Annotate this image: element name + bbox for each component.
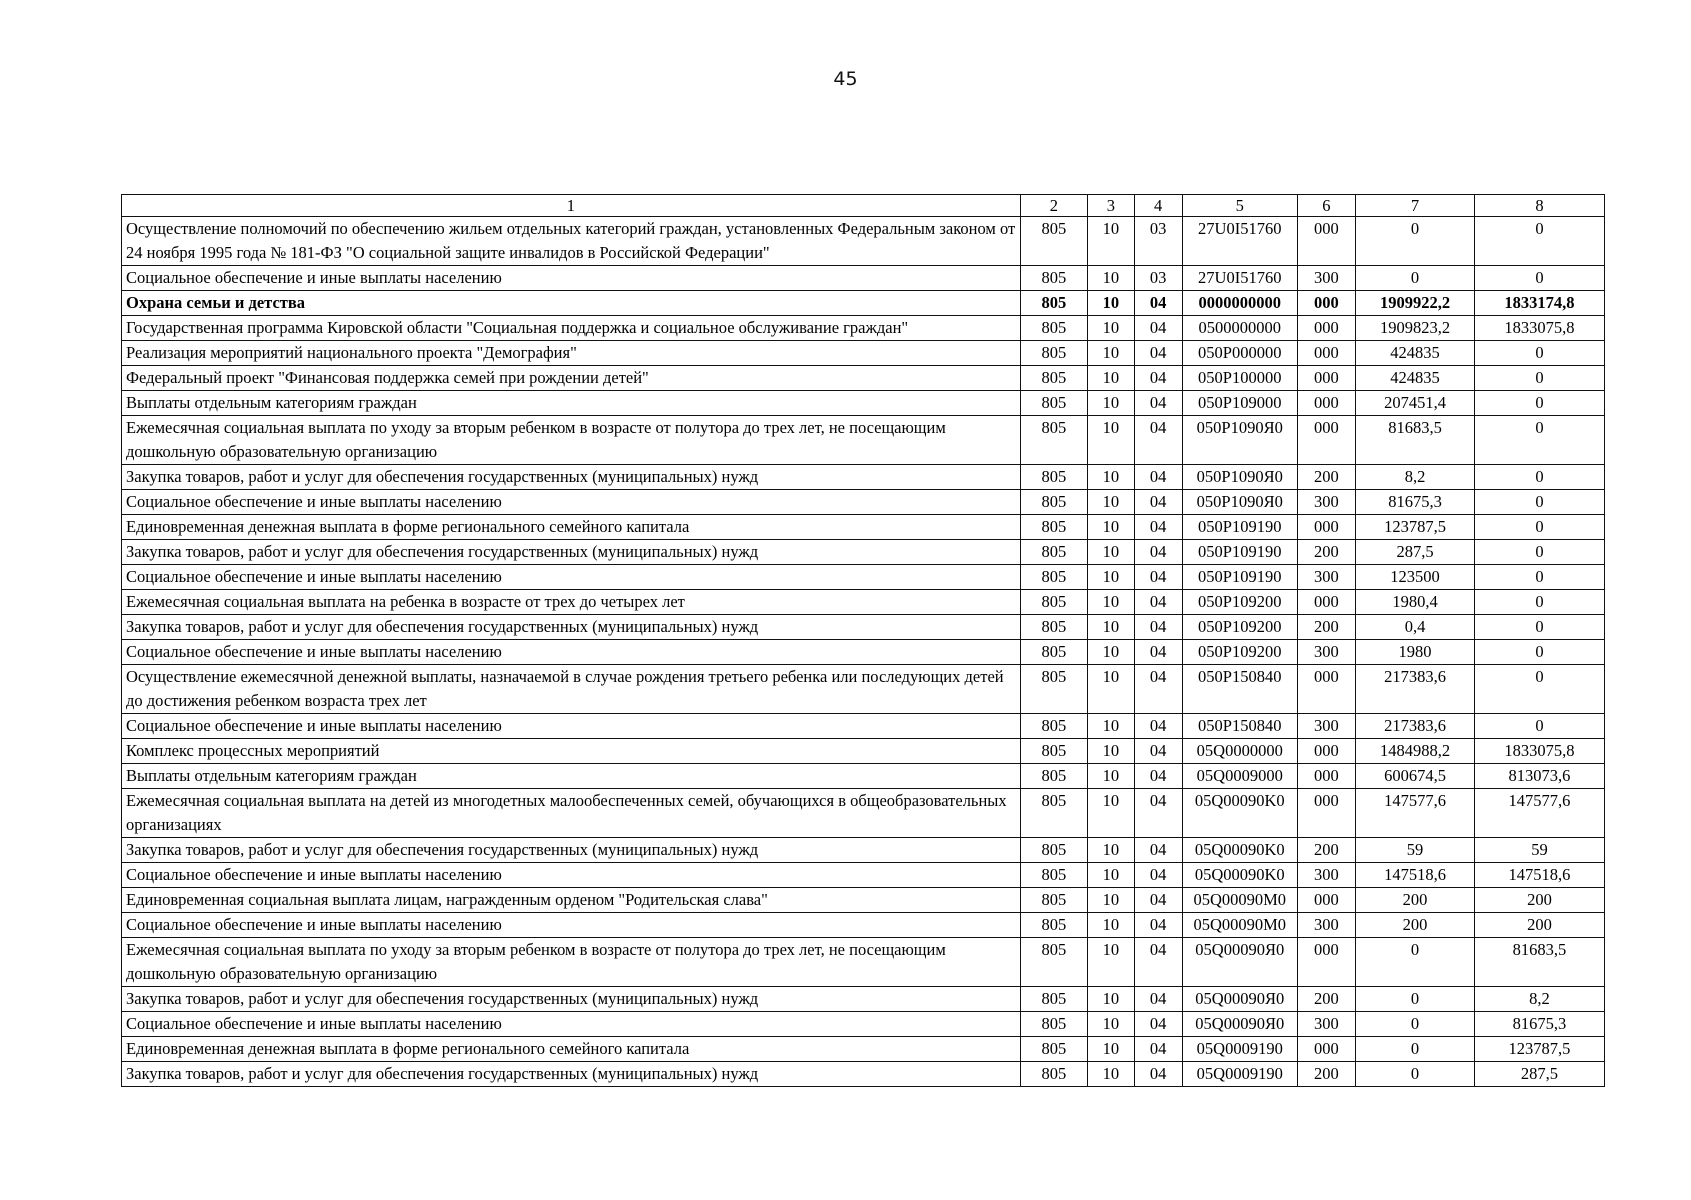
row-description: Комплекс процессных мероприятий	[122, 739, 1021, 764]
code-target-article: 05Q0000000	[1182, 739, 1297, 764]
amount-col-8: 8,2	[1474, 987, 1604, 1012]
amount-col-7: 1909823,2	[1356, 316, 1475, 341]
code-section: 10	[1088, 1062, 1134, 1087]
code-ministry: 805	[1020, 316, 1088, 341]
code-target-article: 27U0I51760	[1182, 266, 1297, 291]
code-ministry: 805	[1020, 838, 1088, 863]
code-ministry: 805	[1020, 1012, 1088, 1037]
code-section: 10	[1088, 764, 1134, 789]
code-ministry: 805	[1020, 863, 1088, 888]
code-subsection: 03	[1134, 217, 1182, 266]
code-ministry: 805	[1020, 640, 1088, 665]
table-row	[122, 863, 1605, 888]
code-section: 10	[1088, 888, 1134, 913]
amount-col-7: 200	[1356, 888, 1475, 913]
code-subsection: 04	[1134, 665, 1182, 714]
amount-col-7: 0	[1356, 1062, 1475, 1087]
table-row	[122, 291, 1605, 316]
code-ministry: 805	[1020, 291, 1088, 316]
code-subsection: 04	[1134, 540, 1182, 565]
code-expense-type: 200	[1297, 838, 1355, 863]
code-subsection: 04	[1134, 714, 1182, 739]
code-target-article: 050P109190	[1182, 565, 1297, 590]
row-description: Охрана семьи и детства	[122, 291, 1021, 316]
amount-col-7: 424835	[1356, 366, 1475, 391]
code-section: 10	[1088, 391, 1134, 416]
amount-col-8: 200	[1474, 888, 1604, 913]
code-subsection: 04	[1134, 291, 1182, 316]
amount-col-8: 59	[1474, 838, 1604, 863]
table-row	[122, 1062, 1605, 1087]
code-section: 10	[1088, 590, 1134, 615]
amount-col-8: 0	[1474, 714, 1604, 739]
code-target-article: 05Q00090K0	[1182, 789, 1297, 838]
code-expense-type: 000	[1297, 665, 1355, 714]
code-ministry: 805	[1020, 739, 1088, 764]
code-ministry: 805	[1020, 515, 1088, 540]
column-header: 3	[1088, 195, 1134, 217]
amount-col-7: 59	[1356, 838, 1475, 863]
code-expense-type: 000	[1297, 789, 1355, 838]
table-row	[122, 565, 1605, 590]
code-section: 10	[1088, 266, 1134, 291]
code-target-article: 05Q00090K0	[1182, 863, 1297, 888]
code-section: 10	[1088, 341, 1134, 366]
code-section: 10	[1088, 366, 1134, 391]
code-section: 10	[1088, 416, 1134, 465]
row-description: Единовременная социальная выплата лицам, награжденным орденом "Родительская слава"	[122, 888, 1021, 913]
code-subsection: 04	[1134, 341, 1182, 366]
code-expense-type: 200	[1297, 615, 1355, 640]
row-description: Социальное обеспечение и иные выплаты населению	[122, 863, 1021, 888]
amount-col-7: 1909922,2	[1356, 291, 1475, 316]
row-description: Ежемесячная социальная выплата по уходу за вторым ребенком в возрасте от полутора до трех лет, не посещающим дошкольную образовательную организацию	[122, 938, 1021, 987]
row-description: Закупка товаров, работ и услуг для обеспечения государственных (муниципальных) нужд	[122, 615, 1021, 640]
code-section: 10	[1088, 515, 1134, 540]
amount-col-7: 1980,4	[1356, 590, 1475, 615]
table-row	[122, 714, 1605, 739]
row-description: Федеральный проект "Финансовая поддержка семей при рождении детей"	[122, 366, 1021, 391]
code-ministry: 805	[1020, 1037, 1088, 1062]
code-subsection: 04	[1134, 490, 1182, 515]
code-target-article: 050P1090Я0	[1182, 416, 1297, 465]
code-target-article: 05Q0009190	[1182, 1037, 1297, 1062]
row-description: Единовременная денежная выплата в форме регионального семейного капитала	[122, 515, 1021, 540]
amount-col-8: 0	[1474, 615, 1604, 640]
code-expense-type: 300	[1297, 913, 1355, 938]
code-ministry: 805	[1020, 1062, 1088, 1087]
code-target-article: 050P1090Я0	[1182, 465, 1297, 490]
table-row	[122, 789, 1605, 838]
row-description: Осуществление ежемесячной денежной выплаты, назначаемой в случае рождения третьего ребенка или последующих детей до достижения ребенком возраста трех лет	[122, 665, 1021, 714]
code-subsection: 04	[1134, 590, 1182, 615]
code-target-article: 050P150840	[1182, 665, 1297, 714]
code-expense-type: 300	[1297, 490, 1355, 515]
amount-col-7: 0	[1356, 1037, 1475, 1062]
row-description: Единовременная денежная выплата в форме регионального семейного капитала	[122, 1037, 1021, 1062]
code-section: 10	[1088, 1012, 1134, 1037]
code-expense-type: 300	[1297, 640, 1355, 665]
amount-col-7: 424835	[1356, 341, 1475, 366]
code-subsection: 04	[1134, 1012, 1182, 1037]
code-expense-type: 000	[1297, 416, 1355, 465]
amount-col-8: 0	[1474, 515, 1604, 540]
code-ministry: 805	[1020, 341, 1088, 366]
code-section: 10	[1088, 863, 1134, 888]
row-description: Социальное обеспечение и иные выплаты населению	[122, 714, 1021, 739]
code-expense-type: 000	[1297, 391, 1355, 416]
amount-col-7: 217383,6	[1356, 665, 1475, 714]
amount-col-7: 123500	[1356, 565, 1475, 590]
row-description: Ежемесячная социальная выплата на детей из многодетных малообеспеченных семей, обучающихся в общеобразовательных организациях	[122, 789, 1021, 838]
column-header: 5	[1182, 195, 1297, 217]
code-subsection: 04	[1134, 316, 1182, 341]
row-description: Социальное обеспечение и иные выплаты населению	[122, 640, 1021, 665]
row-description: Социальное обеспечение и иные выплаты населению	[122, 565, 1021, 590]
code-expense-type: 000	[1297, 739, 1355, 764]
code-ministry: 805	[1020, 490, 1088, 515]
table-row	[122, 913, 1605, 938]
code-subsection: 04	[1134, 615, 1182, 640]
row-description: Закупка товаров, работ и услуг для обеспечения государственных (муниципальных) нужд	[122, 987, 1021, 1012]
code-expense-type: 200	[1297, 540, 1355, 565]
amount-col-7: 1980	[1356, 640, 1475, 665]
code-subsection: 04	[1134, 1037, 1182, 1062]
amount-col-7: 0	[1356, 217, 1475, 266]
code-section: 10	[1088, 739, 1134, 764]
amount-col-7: 287,5	[1356, 540, 1475, 565]
amount-col-7: 0	[1356, 987, 1475, 1012]
code-ministry: 805	[1020, 789, 1088, 838]
amount-col-8: 0	[1474, 391, 1604, 416]
amount-col-7: 147518,6	[1356, 863, 1475, 888]
code-subsection: 04	[1134, 565, 1182, 590]
amount-col-7: 1484988,2	[1356, 739, 1475, 764]
code-section: 10	[1088, 938, 1134, 987]
code-target-article: 050P000000	[1182, 341, 1297, 366]
amount-col-7: 0	[1356, 938, 1475, 987]
code-target-article: 050P109200	[1182, 590, 1297, 615]
row-description: Выплаты отдельным категориям граждан	[122, 764, 1021, 789]
code-expense-type: 200	[1297, 465, 1355, 490]
table-row	[122, 838, 1605, 863]
table-row	[122, 615, 1605, 640]
code-subsection: 04	[1134, 987, 1182, 1012]
code-expense-type: 000	[1297, 888, 1355, 913]
table-row	[122, 987, 1605, 1012]
table-row	[122, 888, 1605, 913]
code-subsection: 04	[1134, 515, 1182, 540]
table-row	[122, 366, 1605, 391]
code-ministry: 805	[1020, 465, 1088, 490]
code-expense-type: 200	[1297, 1062, 1355, 1087]
code-expense-type: 200	[1297, 987, 1355, 1012]
page-number: 45	[833, 68, 858, 90]
code-section: 10	[1088, 316, 1134, 341]
row-description: Реализация мероприятий национального проекта "Демография"	[122, 341, 1021, 366]
amount-col-7: 147577,6	[1356, 789, 1475, 838]
code-target-article: 27U0I51760	[1182, 217, 1297, 266]
code-expense-type: 000	[1297, 515, 1355, 540]
amount-col-8: 81683,5	[1474, 938, 1604, 987]
row-description: Социальное обеспечение и иные выплаты населению	[122, 913, 1021, 938]
code-target-article: 050P109000	[1182, 391, 1297, 416]
code-target-article: 05Q00090Я0	[1182, 987, 1297, 1012]
amount-col-8: 0	[1474, 590, 1604, 615]
amount-col-7: 207451,4	[1356, 391, 1475, 416]
code-ministry: 805	[1020, 217, 1088, 266]
amount-col-7: 217383,6	[1356, 714, 1475, 739]
amount-col-7: 81683,5	[1356, 416, 1475, 465]
amount-col-7: 200	[1356, 913, 1475, 938]
code-target-article: 050P109200	[1182, 615, 1297, 640]
code-expense-type: 000	[1297, 938, 1355, 987]
code-expense-type: 000	[1297, 764, 1355, 789]
code-section: 10	[1088, 565, 1134, 590]
code-target-article: 05Q00090Я0	[1182, 938, 1297, 987]
code-expense-type: 000	[1297, 590, 1355, 615]
code-section: 10	[1088, 490, 1134, 515]
code-subsection: 04	[1134, 366, 1182, 391]
row-description: Осуществление полномочий по обеспечению жильем отдельных категорий граждан, установленных Федеральным законом от 24 ноября 1995 года № 181-ФЗ "О социальной защите инвалидов в Российской Федерации"	[122, 217, 1021, 266]
code-section: 10	[1088, 291, 1134, 316]
amount-col-7: 8,2	[1356, 465, 1475, 490]
table-row	[122, 1012, 1605, 1037]
row-description: Социальное обеспечение и иные выплаты населению	[122, 266, 1021, 291]
code-target-article: 050P109190	[1182, 540, 1297, 565]
amount-col-8: 0	[1474, 540, 1604, 565]
code-ministry: 805	[1020, 764, 1088, 789]
code-target-article: 050P109200	[1182, 640, 1297, 665]
amount-col-7: 81675,3	[1356, 490, 1475, 515]
code-ministry: 805	[1020, 590, 1088, 615]
table-row	[122, 640, 1605, 665]
column-header: 8	[1474, 195, 1604, 217]
code-expense-type: 300	[1297, 1012, 1355, 1037]
row-description: Социальное обеспечение и иные выплаты населению	[122, 490, 1021, 515]
amount-col-8: 81675,3	[1474, 1012, 1604, 1037]
amount-col-8: 1833075,8	[1474, 739, 1604, 764]
code-subsection: 04	[1134, 416, 1182, 465]
code-target-article: 05Q00090M0	[1182, 888, 1297, 913]
code-section: 10	[1088, 665, 1134, 714]
table-row	[122, 266, 1605, 291]
code-subsection: 04	[1134, 391, 1182, 416]
code-subsection: 04	[1134, 465, 1182, 490]
budget-table	[121, 194, 1605, 1087]
code-section: 10	[1088, 1037, 1134, 1062]
row-description: Закупка товаров, работ и услуг для обеспечения государственных (муниципальных) нужд	[122, 838, 1021, 863]
code-section: 10	[1088, 913, 1134, 938]
amount-col-8: 147577,6	[1474, 789, 1604, 838]
amount-col-8: 0	[1474, 366, 1604, 391]
column-header: 4	[1134, 195, 1182, 217]
amount-col-8: 813073,6	[1474, 764, 1604, 789]
amount-col-8: 0	[1474, 565, 1604, 590]
code-expense-type: 000	[1297, 341, 1355, 366]
amount-col-8: 0	[1474, 640, 1604, 665]
table-row	[122, 391, 1605, 416]
amount-col-8: 0	[1474, 266, 1604, 291]
amount-col-8: 1833174,8	[1474, 291, 1604, 316]
code-subsection: 04	[1134, 838, 1182, 863]
code-expense-type: 000	[1297, 291, 1355, 316]
code-section: 10	[1088, 465, 1134, 490]
code-target-article: 05Q00090Я0	[1182, 1012, 1297, 1037]
code-ministry: 805	[1020, 391, 1088, 416]
code-target-article: 050P109190	[1182, 515, 1297, 540]
table-row	[122, 416, 1605, 465]
code-expense-type: 000	[1297, 316, 1355, 341]
code-ministry: 805	[1020, 540, 1088, 565]
code-expense-type: 000	[1297, 366, 1355, 391]
amount-col-7: 0	[1356, 266, 1475, 291]
code-section: 10	[1088, 987, 1134, 1012]
code-section: 10	[1088, 714, 1134, 739]
column-header: 2	[1020, 195, 1088, 217]
table-row	[122, 316, 1605, 341]
code-subsection: 04	[1134, 764, 1182, 789]
code-ministry: 805	[1020, 366, 1088, 391]
amount-col-7: 0	[1356, 1012, 1475, 1037]
code-section: 10	[1088, 615, 1134, 640]
code-ministry: 805	[1020, 615, 1088, 640]
row-description: Государственная программа Кировской области "Социальная поддержка и социальное обслуживание граждан"	[122, 316, 1021, 341]
code-target-article: 050P100000	[1182, 366, 1297, 391]
code-target-article: 05Q00090K0	[1182, 838, 1297, 863]
code-section: 10	[1088, 640, 1134, 665]
table-row	[122, 739, 1605, 764]
row-description: Выплаты отдельным категориям граждан	[122, 391, 1021, 416]
code-target-article: 050P1090Я0	[1182, 490, 1297, 515]
code-expense-type: 300	[1297, 565, 1355, 590]
amount-col-8: 1833075,8	[1474, 316, 1604, 341]
amount-col-7: 123787,5	[1356, 515, 1475, 540]
code-section: 10	[1088, 217, 1134, 266]
code-target-article: 050P150840	[1182, 714, 1297, 739]
code-target-article: 0500000000	[1182, 316, 1297, 341]
row-description: Социальное обеспечение и иные выплаты населению	[122, 1012, 1021, 1037]
header-row	[122, 195, 1605, 217]
code-target-article: 05Q0009000	[1182, 764, 1297, 789]
code-subsection: 03	[1134, 266, 1182, 291]
code-ministry: 805	[1020, 714, 1088, 739]
code-ministry: 805	[1020, 565, 1088, 590]
amount-col-8: 287,5	[1474, 1062, 1604, 1087]
code-subsection: 04	[1134, 739, 1182, 764]
amount-col-8: 147518,6	[1474, 863, 1604, 888]
code-ministry: 805	[1020, 665, 1088, 714]
table-row	[122, 1037, 1605, 1062]
code-subsection: 04	[1134, 913, 1182, 938]
row-description: Закупка товаров, работ и услуг для обеспечения государственных (муниципальных) нужд	[122, 465, 1021, 490]
amount-col-8: 0	[1474, 465, 1604, 490]
row-description: Ежемесячная социальная выплата по уходу за вторым ребенком в возрасте от полутора до трех лет, не посещающим дошкольную образовательную организацию	[122, 416, 1021, 465]
amount-col-8: 0	[1474, 341, 1604, 366]
amount-col-8: 0	[1474, 490, 1604, 515]
code-ministry: 805	[1020, 416, 1088, 465]
code-target-article: 05Q0009190	[1182, 1062, 1297, 1087]
row-description: Ежемесячная социальная выплата на ребенка в возрасте от трех до четырех лет	[122, 590, 1021, 615]
code-subsection: 04	[1134, 938, 1182, 987]
column-header: 7	[1356, 195, 1475, 217]
column-header: 6	[1297, 195, 1355, 217]
amount-col-8: 200	[1474, 913, 1604, 938]
code-expense-type: 300	[1297, 714, 1355, 739]
table-row	[122, 341, 1605, 366]
code-subsection: 04	[1134, 1062, 1182, 1087]
row-description: Закупка товаров, работ и услуг для обеспечения государственных (муниципальных) нужд	[122, 1062, 1021, 1087]
amount-col-8: 0	[1474, 665, 1604, 714]
table-row	[122, 590, 1605, 615]
code-ministry: 805	[1020, 987, 1088, 1012]
table-row	[122, 217, 1605, 266]
code-target-article: 0000000000	[1182, 291, 1297, 316]
amount-col-8: 123787,5	[1474, 1037, 1604, 1062]
amount-col-8: 0	[1474, 416, 1604, 465]
code-section: 10	[1088, 789, 1134, 838]
amount-col-7: 0,4	[1356, 615, 1475, 640]
table-row	[122, 764, 1605, 789]
code-target-article: 05Q00090M0	[1182, 913, 1297, 938]
amount-col-8: 0	[1474, 217, 1604, 266]
code-expense-type: 000	[1297, 217, 1355, 266]
table-row	[122, 665, 1605, 714]
row-description: Закупка товаров, работ и услуг для обеспечения государственных (муниципальных) нужд	[122, 540, 1021, 565]
code-section: 10	[1088, 540, 1134, 565]
code-expense-type: 300	[1297, 863, 1355, 888]
table-row	[122, 540, 1605, 565]
table-row	[122, 938, 1605, 987]
code-ministry: 805	[1020, 938, 1088, 987]
code-subsection: 04	[1134, 888, 1182, 913]
code-subsection: 04	[1134, 863, 1182, 888]
code-section: 10	[1088, 838, 1134, 863]
code-subsection: 04	[1134, 789, 1182, 838]
code-ministry: 805	[1020, 266, 1088, 291]
code-ministry: 805	[1020, 888, 1088, 913]
column-header: 1	[122, 195, 1021, 217]
code-subsection: 04	[1134, 640, 1182, 665]
code-expense-type: 300	[1297, 266, 1355, 291]
amount-col-7: 600674,5	[1356, 764, 1475, 789]
code-ministry: 805	[1020, 913, 1088, 938]
table-row	[122, 490, 1605, 515]
table-row	[122, 515, 1605, 540]
code-expense-type: 000	[1297, 1037, 1355, 1062]
table-row	[122, 465, 1605, 490]
